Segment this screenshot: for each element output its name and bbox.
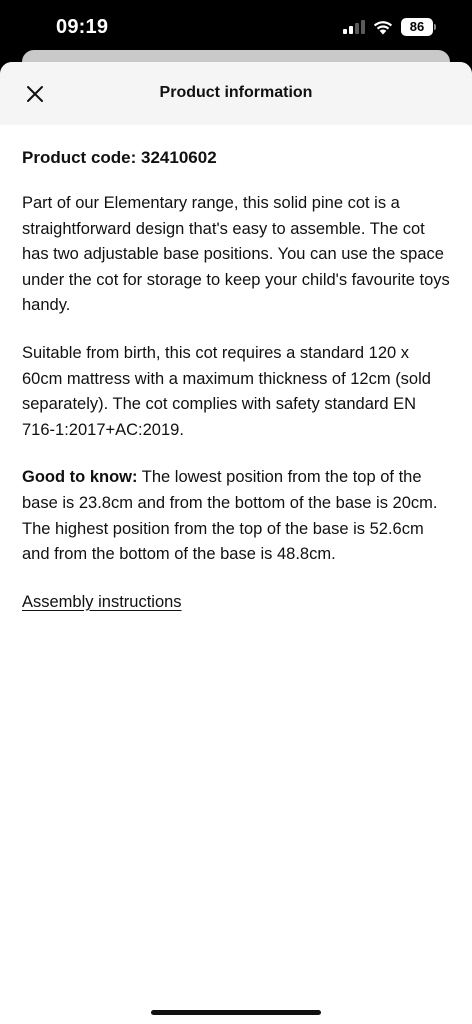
- status-icons: [343, 18, 436, 36]
- product-code: Product code: 32410602: [22, 148, 217, 167]
- good-to-know-label: Good to know:: [22, 468, 138, 487]
- assembly-instructions-link[interactable]: Assembly instructions: [22, 592, 182, 611]
- good-to-know-text: The lowest position from the top of the base is 23.8cm and from the bottom of the base is 20cm. The highest position from the top of the base is 52.6cm and from the bottom of the base is 48.8cm.: [22, 468, 438, 564]
- status-time: 09:19: [56, 16, 109, 38]
- cellular-signal-icon: [343, 20, 365, 34]
- sheet-header: [0, 62, 472, 125]
- product-information-sheet: [0, 62, 472, 1024]
- battery-icon: [401, 18, 436, 36]
- home-indicator: [151, 1010, 321, 1015]
- battery-level: 86: [401, 18, 433, 36]
- status-bar: [0, 0, 472, 56]
- product-content: [0, 125, 472, 615]
- description-paragraph-2: Suitable from birth, this cot requires a standard 120 x 60cm mattress with a maximum thickness of 12cm (sold separately). The cot complies with safety standard EN 716-1:2017+AC:2019.: [22, 343, 431, 439]
- description-paragraph-1: Part of our Elementary range, this solid pine cot is a straightforward design that's easy to assemble. The cot has two adjustable base positions. You can use the space under the cot for storage to keep your child's favourite toys handy.: [22, 194, 450, 315]
- good-to-know-paragraph: [22, 465, 450, 567]
- sheet-title: Product information: [159, 84, 313, 101]
- wifi-icon: [373, 20, 393, 35]
